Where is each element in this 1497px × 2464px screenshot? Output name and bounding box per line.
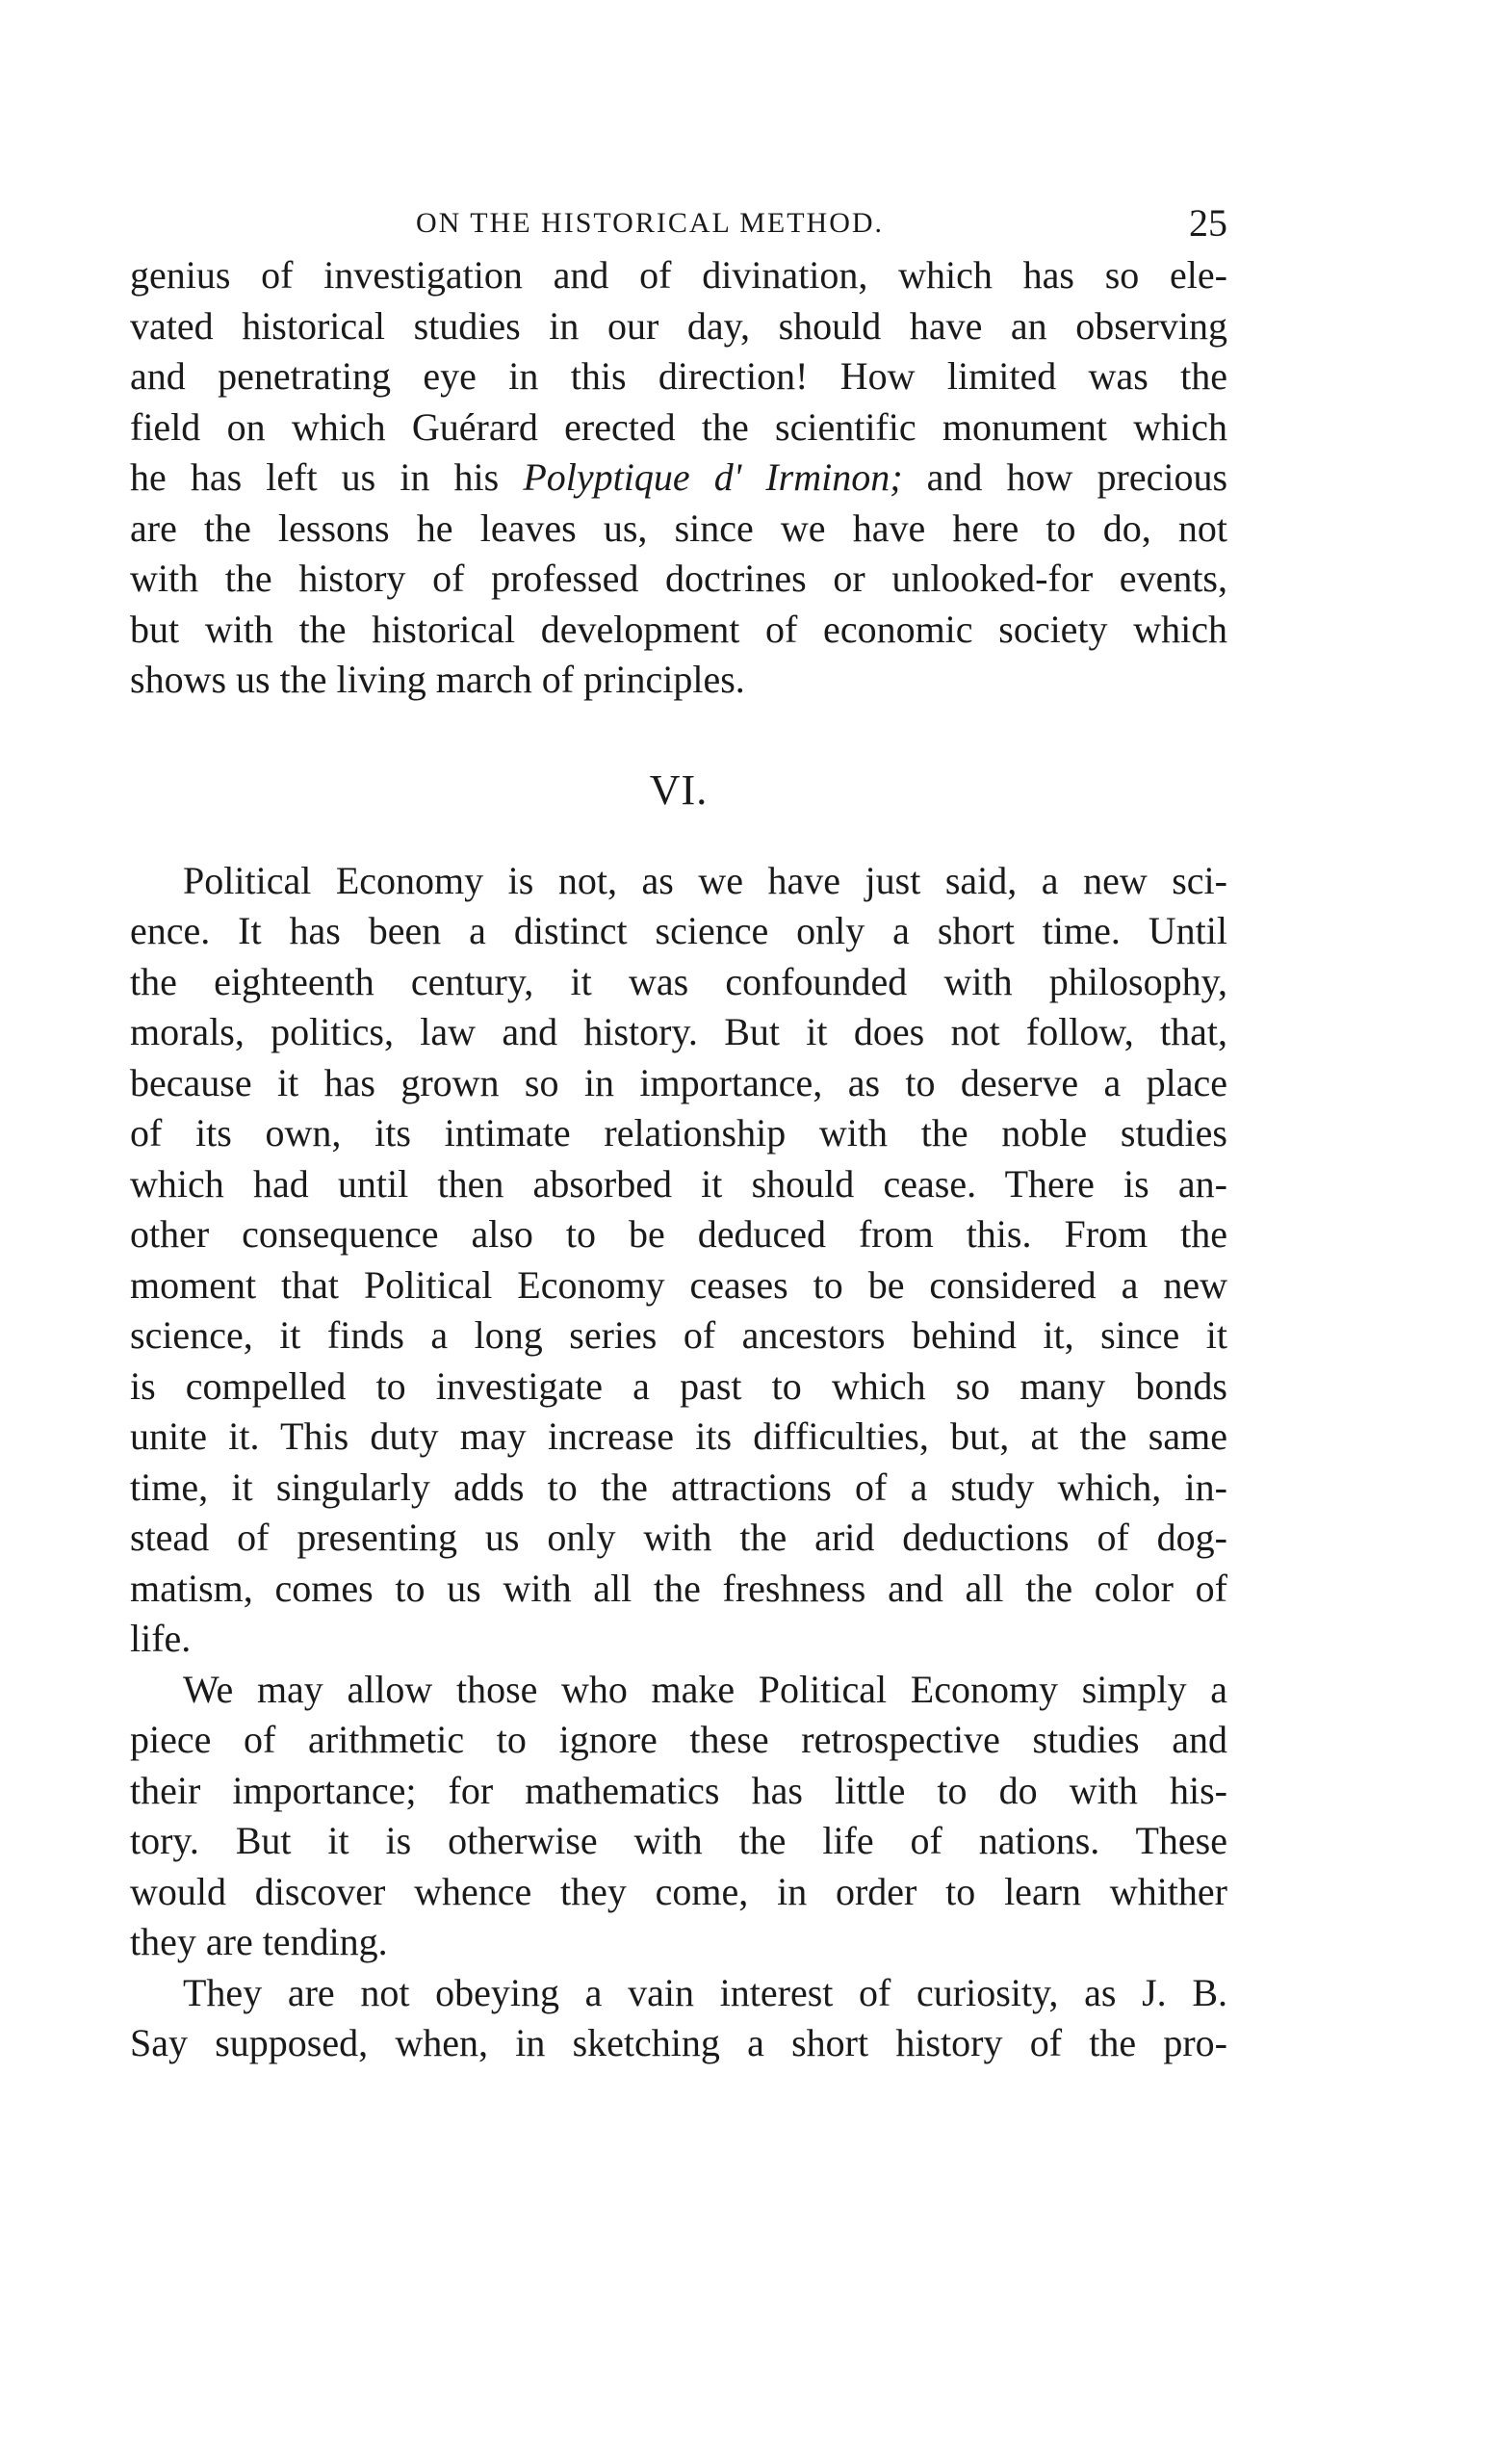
text-line: genius of investigation and of divination, which has so ele- <box>130 253 1227 297</box>
text-line: Say supposed, when, in sketching a short history of the pro- <box>130 2021 1227 2064</box>
text-line: moment that Political Economy ceases to be considered a new <box>130 1262 1227 1307</box>
text-line: the eighteenth century, it was confounded with philosophy, <box>130 959 1227 1003</box>
page-number: 25 <box>1189 201 1227 245</box>
text-line: matism, comes to us with all the freshness and all the color of <box>130 1566 1227 1610</box>
text-line: other consequence also to be deduced from this. From the <box>130 1212 1227 1256</box>
text-segment: he has left us in his <box>130 455 524 499</box>
text-line: time, it singularly adds to the attractions of a study which, in- <box>130 1465 1227 1509</box>
text-line: would discover whence they come, in order to learn whither <box>130 1869 1227 1913</box>
text-line: vated historical studies in our day, should have an observing <box>130 303 1227 348</box>
text-line: and penetrating eye in this direction! How limited was the <box>130 354 1227 398</box>
text-line: shows us the living march of principles. <box>130 658 745 701</box>
text-line: Political Economy is not, as we have just said, a new sci- <box>183 858 1227 902</box>
text-line: ence. It has been a distinct science only a short time. Until <box>130 909 1227 952</box>
work-title: Polyptique d' Irminon; <box>523 455 903 499</box>
text-line: piece of arithmetic to ignore these retrospective studies and <box>130 1718 1227 1761</box>
book-page <box>130 193 1227 2069</box>
text-line: science, it finds a long series of ancestors behind it, since it <box>130 1313 1227 1357</box>
text-line: because it has grown so in importance, as to deserve a place <box>130 1060 1227 1104</box>
text-line: tory. But it is otherwise with the life of nations. These <box>130 1819 1227 1862</box>
running-title: ON THE HISTORICAL METHOD. <box>415 207 885 239</box>
text-segment: and how precious <box>902 455 1228 499</box>
paragraph-1 <box>130 250 1227 706</box>
text-line: their importance; for mathematics has little to do with his- <box>130 1768 1227 1812</box>
paragraph-4 <box>130 1968 1227 2069</box>
text-line: of its own, its intimate relationship with the noble studies <box>130 1111 1227 1154</box>
text-line: unite it. This duty may increase its difficulties, but, at the same <box>130 1414 1227 1458</box>
text-line: is compelled to investigate a past to which so many bonds <box>130 1363 1227 1408</box>
text-line: with the history of professed doctrines or unlooked-for events, <box>130 557 1227 600</box>
text-line: field on which Guérard erected the scientific monument which <box>130 404 1227 449</box>
text-line: stead of presenting us only with the arid deductions of dog- <box>130 1516 1227 1559</box>
text-line: they are tending. <box>130 1920 388 1963</box>
running-head <box>130 193 1227 250</box>
text-line: which had until then absorbed it should cease. There is an- <box>130 1161 1227 1206</box>
text-line: life. <box>130 1617 192 1660</box>
section-heading: VI. <box>649 765 709 814</box>
paragraph-2 <box>130 856 1227 1665</box>
text-line: are the lessons he leaves us, since we have here to do, not <box>130 506 1227 550</box>
text-line: but with the historical development of economic society which <box>130 607 1227 651</box>
text-line-with-title <box>130 453 1227 504</box>
paragraph-3 <box>130 1665 1227 1968</box>
text-line: They are not obeying a vain interest of curiosity, as J. B. <box>183 1970 1227 2014</box>
text-line: morals, politics, law and history. But it does not follow, that, <box>130 1010 1227 1053</box>
text-line: We may allow those who make Political Economy simply a <box>183 1667 1227 1711</box>
